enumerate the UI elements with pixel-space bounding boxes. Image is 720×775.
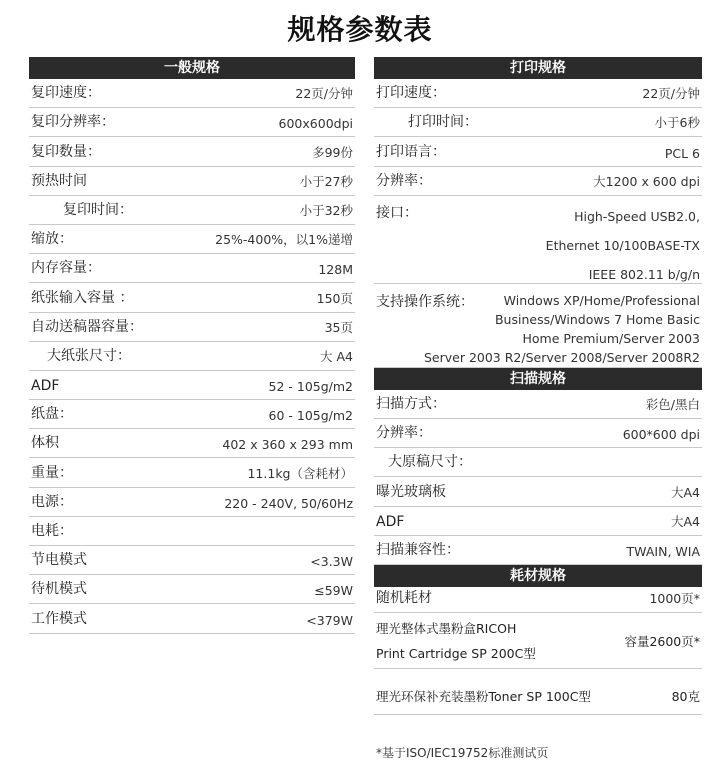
spec-label: ADF — [376, 513, 405, 530]
print-specs-header: 打印规格 — [374, 57, 702, 79]
spec-row — [374, 167, 702, 196]
spec-row — [29, 371, 355, 400]
spec-label: 打印语言： — [376, 143, 446, 160]
spec-value: 11.1kg（含耗材） — [247, 465, 353, 481]
spec-label: 自动送稿器容量： — [31, 318, 143, 335]
spec-value: 35页 — [324, 319, 353, 335]
spec-value: ≤59W — [314, 583, 353, 599]
spec-label: 预热时间 — [31, 172, 87, 189]
spec-label: 大纸张尺寸： — [47, 347, 131, 364]
spec-label: 节电模式 — [31, 552, 87, 569]
spec-value: 1000页* — [649, 590, 700, 606]
spec-label: ADF — [31, 378, 60, 395]
spec-row — [29, 313, 355, 342]
spec-label: 支持操作系统： — [376, 293, 474, 310]
spec-value: 402 x 360 x 293 mm — [222, 437, 353, 453]
spec-value: 600*600 dpi — [622, 427, 700, 443]
spec-value: <379W — [306, 612, 353, 628]
spec-value: 大 A4 — [320, 348, 353, 364]
spec-value: Server 2003 R2/Server 2008/Server 2008R2 — [423, 349, 700, 365]
spec-label: 复印分辨率： — [31, 114, 115, 131]
spec-label: 体积 — [31, 435, 59, 452]
spec-label: 扫描方式： — [376, 395, 446, 412]
spec-label: 电源： — [31, 493, 73, 510]
consumable-row-cartridge — [374, 613, 702, 669]
spec-row — [29, 283, 355, 312]
spec-label: 打印时间： — [408, 114, 478, 131]
spec-label: 扫描兼容性： — [376, 541, 460, 558]
spec-row-os — [374, 284, 702, 368]
spec-value: 52 - 105g/m2 — [268, 379, 353, 395]
spec-row — [374, 108, 702, 137]
spec-value: 容量2600页* — [624, 633, 700, 649]
spec-value: Business/Windows 7 Home Basic — [494, 311, 700, 327]
spec-label: 待机模式 — [31, 581, 87, 598]
right-column — [374, 57, 702, 715]
spec-row — [374, 390, 702, 419]
spec-value: <3.3W — [310, 554, 353, 570]
spec-row — [374, 419, 702, 448]
spec-value: 22页/分钟 — [642, 86, 700, 102]
spec-row — [374, 448, 702, 477]
spec-row — [374, 477, 702, 506]
spec-row — [374, 536, 702, 565]
spec-label: 纸盘： — [31, 406, 73, 423]
spec-value: 220 - 240V, 50/60Hz — [224, 495, 353, 511]
spec-row — [29, 575, 355, 604]
spec-row — [374, 137, 702, 166]
spec-value: Ethernet 10/100BASE-TX — [545, 237, 700, 253]
spec-value: Windows XP/Home/Professional — [503, 292, 700, 308]
spec-value: 80克 — [671, 688, 700, 704]
spec-value: 小于6秒 — [654, 115, 700, 131]
spec-row — [29, 254, 355, 283]
spec-row-interface — [374, 196, 702, 284]
spec-value: IEEE 802.11 b/g/n — [588, 266, 700, 282]
spec-value: 小于27秒 — [299, 173, 353, 189]
spec-value: 大1200 x 600 dpi — [593, 173, 700, 189]
spec-row — [374, 79, 702, 108]
spec-row — [374, 507, 702, 536]
spec-label: 复印时间： — [63, 201, 133, 218]
spec-row — [29, 429, 355, 458]
spec-label: 随机耗材 — [376, 589, 432, 606]
spec-value: Home Premium/Server 2003 — [522, 330, 700, 346]
spec-label: 分辨率： — [376, 172, 432, 189]
consumable-row-toner — [374, 669, 702, 715]
spec-row — [29, 79, 355, 108]
spec-label: 理光整体式墨粉盒RICOH — [376, 620, 517, 636]
spec-value: 大A4 — [670, 484, 700, 500]
spec-row — [29, 488, 355, 517]
spec-value: 600x600dpi — [278, 116, 353, 132]
spec-label: 接口： — [376, 204, 418, 221]
spec-row — [29, 167, 355, 196]
scan-specs-header: 扫描规格 — [374, 368, 702, 390]
spec-row — [29, 225, 355, 254]
spec-label: 曝光玻璃板 — [376, 483, 446, 500]
spec-value: 150页 — [316, 290, 353, 306]
spec-row — [29, 604, 355, 633]
consumables-specs-header: 耗材规格 — [374, 565, 702, 587]
spec-label: 大原稿尺寸： — [388, 454, 472, 471]
spec-value: TWAIN, WIA — [626, 543, 700, 559]
spec-row — [29, 517, 355, 546]
spec-value: PCL 6 — [664, 145, 700, 161]
footnote: *基于ISO/IEC19752标准测试页 — [376, 746, 549, 760]
spec-row — [29, 196, 355, 225]
spec-value: 小于32秒 — [299, 202, 353, 218]
spec-label: 打印速度： — [376, 85, 446, 102]
spec-row — [29, 458, 355, 487]
spec-label: 理光环保补充装墨粉Toner SP 100C型 — [376, 688, 591, 704]
spec-value: 128M — [318, 262, 353, 278]
spec-value: 多99份 — [312, 144, 353, 160]
spec-value: 22页/分钟 — [295, 86, 353, 102]
spec-label: 工作模式 — [31, 610, 87, 627]
spec-label: 分辨率： — [376, 425, 432, 442]
spec-value: 25%-400%，以1%递增 — [215, 232, 353, 248]
spec-row — [29, 400, 355, 429]
spec-label: 复印数量： — [31, 143, 101, 160]
spec-row — [374, 587, 702, 613]
general-specs-section — [29, 57, 355, 634]
general-specs-table — [29, 79, 355, 634]
spec-label: 重量： — [31, 464, 73, 481]
spec-row — [29, 546, 355, 575]
spec-label: 纸张输入容量 ： — [31, 289, 134, 306]
spec-value: 大A4 — [670, 513, 700, 529]
spec-row — [29, 108, 355, 137]
spec-label: 电耗： — [31, 523, 73, 539]
spec-row — [29, 137, 355, 166]
spec-value: 60 - 105g/m2 — [268, 408, 353, 424]
spec-value: High-Speed USB2.0, — [574, 208, 700, 224]
general-specs-header: 一般规格 — [29, 57, 355, 79]
spec-row — [29, 342, 355, 371]
page-title: 规格参数表 — [287, 13, 433, 46]
spec-label: Print Cartridge SP 200C型 — [376, 645, 536, 661]
spec-label: 复印速度： — [31, 85, 101, 102]
spec-label: 内存容量： — [31, 260, 101, 277]
spec-value: 彩色/黑白 — [645, 396, 700, 412]
spec-label: 缩放： — [31, 231, 73, 248]
